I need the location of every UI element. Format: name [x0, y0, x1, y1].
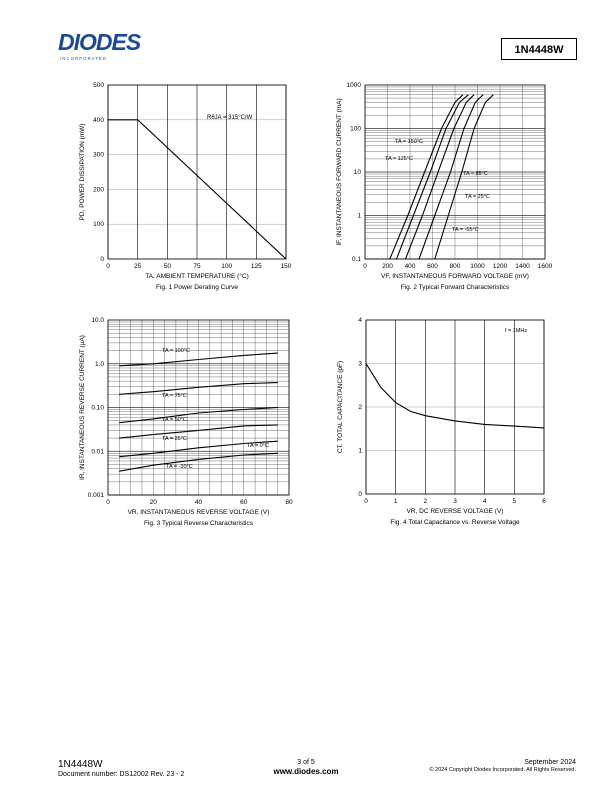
x-tick-label: 0: [106, 499, 110, 506]
chart-annotation: f = 1MHz: [505, 328, 528, 334]
y-axis-label: IR, INSTANTANEOUS REVERSE CURRENT (µA): [79, 335, 86, 480]
series-label: TA = -30°C: [166, 464, 193, 470]
series-label: TA = 85°C: [463, 171, 488, 177]
y-tick-label: 0.01: [91, 448, 104, 456]
x-tick-label: 0: [364, 498, 368, 505]
y-tick-label: 0.10: [91, 404, 104, 412]
footer-website-link[interactable]: www.diodes.com: [273, 767, 339, 776]
y-tick-label: 500: [93, 82, 104, 89]
series-label: TA = 150°C: [395, 139, 423, 145]
chart-annotation: RθJA = 315°C/W: [207, 115, 253, 121]
fig2-forward-characteristics: [336, 82, 553, 291]
x-axis-label: TA, AMBIENT TEMPERATURE (°C): [145, 273, 249, 280]
x-tick-label: 1400: [515, 263, 530, 270]
x-tick-label: 80: [285, 499, 293, 506]
series-label: TA = 75°C: [162, 393, 187, 399]
x-tick-label: 1600: [537, 263, 553, 270]
footer-part: 1N4448W: [58, 759, 103, 770]
series-label: TA = 100°C: [162, 348, 190, 354]
footer-right: [429, 759, 576, 773]
x-tick-label: 1200: [492, 263, 508, 270]
y-tick-label: 10.0: [91, 317, 104, 324]
footer-doc-number: Document number: DS12002 Rev. 23 - 2: [58, 771, 185, 778]
logo-subtext: I N C O R P O R A T E D: [60, 56, 106, 61]
fig4-capacitance: [337, 317, 546, 526]
y-axis-label: PD, POWER DISSIPATION (mW): [79, 123, 86, 221]
y-tick-label: 1: [358, 447, 362, 455]
x-tick-label: 150: [280, 263, 292, 270]
footer-date: September 2024: [524, 759, 576, 766]
series-label: TA = 25°C: [465, 194, 490, 200]
x-tick-label: 1: [393, 498, 398, 505]
fig3-reverse-characteristics: [79, 317, 293, 527]
figure-caption: Fig. 1 Power Derating Curve: [155, 284, 239, 291]
x-tick-label: 125: [250, 263, 262, 270]
part-number-box: 1N4448W: [501, 38, 577, 60]
y-tick-label: 400: [93, 116, 104, 124]
y-tick-label: 0: [358, 491, 362, 498]
y-axis-label: CT, TOTAL CAPACITANCE (pF): [337, 360, 344, 454]
x-axis-label: VR, DC REVERSE VOLTAGE (V): [406, 508, 504, 515]
x-tick-label: 3: [453, 498, 457, 505]
footer-left: [58, 759, 184, 778]
x-tick-label: 20: [149, 499, 157, 506]
series-line: [390, 95, 463, 259]
y-tick-label: 1: [357, 212, 361, 220]
y-tick-label: 3: [358, 360, 362, 368]
x-tick-label: 40: [194, 499, 203, 506]
x-tick-label: 60: [240, 499, 248, 506]
y-tick-label: 0.001: [87, 492, 104, 499]
figure-caption: Fig. 4 Total Capacitance vs. Reverse Voltage: [390, 519, 520, 526]
y-tick-label: 1.0: [94, 360, 104, 368]
x-tick-label: 800: [449, 263, 461, 270]
y-tick-label: 4: [358, 317, 362, 324]
y-tick-label: 10: [353, 169, 361, 176]
footer-page: 3 of 5: [297, 759, 315, 766]
x-tick-label: 5: [512, 498, 517, 505]
x-tick-label: 6: [542, 498, 546, 505]
series-label: TA = 25°C: [162, 436, 187, 442]
fig1-power-derating: [79, 82, 292, 291]
x-tick-label: 0: [363, 263, 367, 270]
x-tick-label: 100: [221, 263, 233, 270]
y-tick-label: 0: [100, 256, 104, 263]
x-tick-label: 75: [193, 263, 201, 270]
logo-text: DIODES: [58, 30, 141, 55]
y-tick-label: 1000: [346, 82, 361, 89]
footer-center: [256, 759, 356, 776]
y-tick-label: 0.1: [351, 256, 361, 263]
y-tick-label: 200: [93, 186, 104, 194]
x-tick-label: 600: [427, 263, 438, 270]
x-tick-label: 4: [482, 498, 487, 505]
x-tick-label: 200: [382, 263, 393, 270]
x-axis-label: VF, INSTANTANEOUS FORWARD VOLTAGE (mV): [381, 273, 529, 280]
series-label: TA = -55°C: [452, 227, 479, 233]
y-axis-label: IF, INSTANTANEOUS FORWARD CURRENT (mA): [336, 98, 343, 246]
x-tick-label: 1000: [470, 263, 485, 270]
footer-copyright: © 2024 Copyright Diodes Incorporated. All Rights Reserved.: [429, 767, 576, 773]
figure-caption: Fig. 3 Typical Reverse Characteristics: [144, 520, 253, 527]
x-tick-label: 400: [404, 263, 416, 270]
y-tick-label: 100: [350, 125, 361, 133]
y-tick-label: 100: [93, 221, 104, 229]
x-tick-label: 50: [163, 263, 171, 270]
figure-caption: Fig. 2 Typical Forward Characteristics: [400, 284, 510, 291]
x-axis-label: VR, INSTANTANEOUS REVERSE VOLTAGE (V): [127, 509, 270, 516]
x-tick-label: 2: [423, 498, 428, 505]
y-tick-label: 2: [358, 404, 362, 411]
x-tick-label: 0: [106, 263, 110, 270]
x-tick-label: 25: [134, 263, 142, 270]
series-label: TA = 125°C: [385, 156, 413, 162]
y-tick-label: 300: [93, 151, 104, 159]
series-label: TA = 0°C: [247, 443, 269, 449]
series-label: TA = 50°C: [162, 417, 187, 423]
